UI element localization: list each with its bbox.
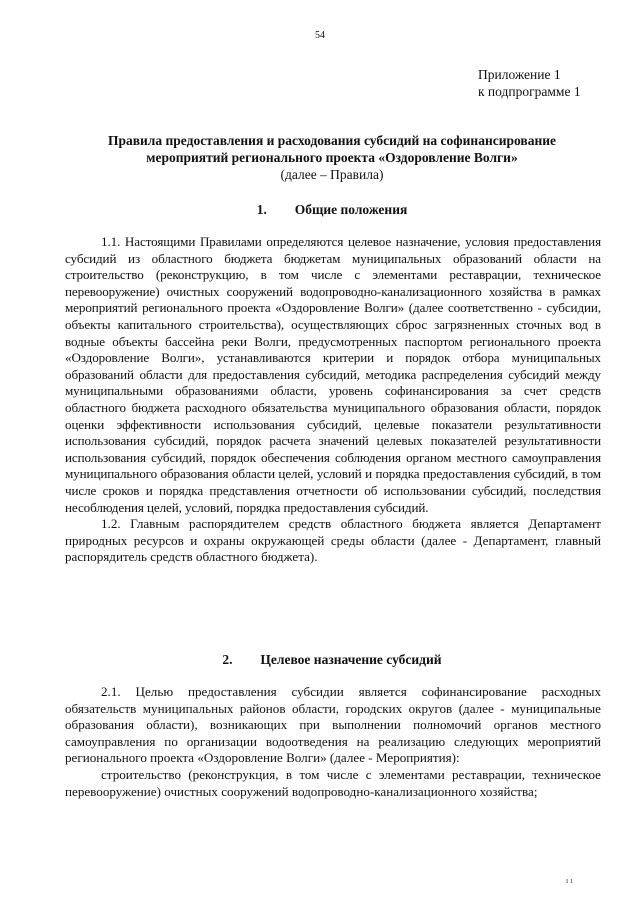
paragraph-1-1: 1.1. Настоящими Правилами определяются целевое назначение, условия предоставления субсидий из областного бюджета бюджетам муниципальных образований области на строительство (реконструкцию, в том числе с элементами реставрации, техническое перевооружение) очистных сооружений водопроводно-канализационного хозяйства в рамках мероприятий регионального проекта «Оздоровление Волги» (далее соответственно - субсидии, объекты капитального строительства), осуществляющих сброс загрязненных сточных вод в водные объекты бассейна реки Волги, предусмотренных паспортом регионального проекта «Оздоровление Волги», устанавливаются критерии и порядок отбора муниципальных образований области для предоставления субсидий, методика распределения субсидий между муниципальными образованиями области, уровень софинансирования за счет средств областного бюджета расходного обязательства муниципального образования области, порядок оценки эффективности использования субсидий, целевые показатели результативности использования субсидий, порядок расчета значений целевых показателей результативности использования субсидий, порядок обеспечения соблюдения органом местного самоуправления муниципального образования области целей, условий и порядка предоставления субсидий, в том числе сроков и порядка представления отчетности об использовании субсидий, последствия несоблюдения целей, условий, порядка предоставления субсидий. [65, 234, 601, 515]
section-1-title: Общие положения [294, 202, 408, 217]
section-2-number: 2. [222, 652, 233, 667]
section-1-number: 1. [256, 202, 267, 217]
appendix-line-1: Приложение 1 [478, 67, 561, 82]
paragraph-2-2: строительство (реконструкция, в том числе с элементами реставрации, техническое перевооружение) очистных сооружений водопроводно-канализационного хозяйства; [65, 766, 601, 799]
paragraph-1-2: 1.2. Главным распорядителем средств областного бюджета является Департамент природных ресурсов и охраны окружающей среды области (далее - Департамент, главный распорядитель средств областного бюджета). [65, 516, 601, 565]
document-title [58, 132, 606, 183]
section-2-title: Целевое назначение субсидий [260, 652, 442, 667]
page-number: 54 [315, 30, 325, 41]
section-1-heading [58, 202, 606, 218]
section-2-heading [58, 652, 606, 668]
title-line-3: (далее – Правила) [280, 167, 384, 182]
section-1-body [65, 234, 601, 566]
title-line-1: Правила предоставления и расходования субсидий на софинансирование [107, 133, 557, 148]
appendix-line-2: к подпрограмме 1 [478, 84, 581, 99]
title-line-2: мероприятий регионального проекта «Оздоровление Волги» [146, 150, 518, 165]
paragraph-2-1: 2.1. Целью предоставления субсидии является софинансирование расходных обязательств муниципальных районов области, городских округов (далее - муниципальные образования области), возникающих при выполнении полномочий органов местного самоуправления по организации водоотведения на реализацию следующих мероприятий регионального проекта «Оздоровление Волги» (далее - Мероприятия): [65, 684, 601, 766]
section-2-body [65, 684, 601, 800]
appendix-note [478, 66, 581, 100]
footer-marks: ı ı [566, 876, 573, 885]
